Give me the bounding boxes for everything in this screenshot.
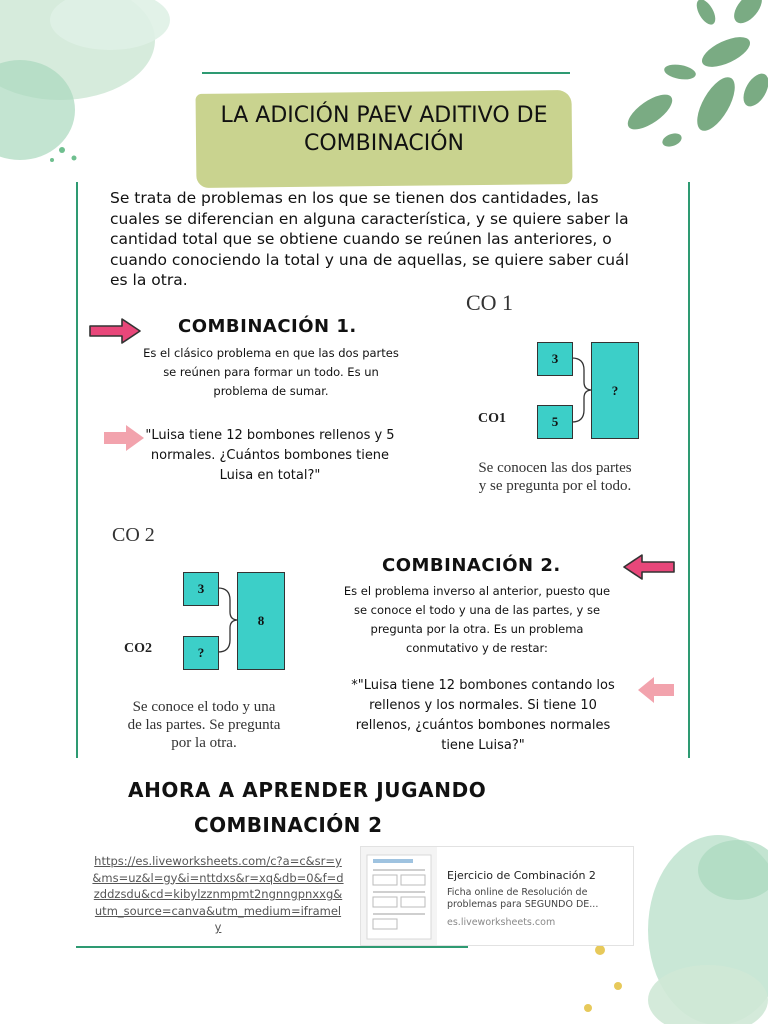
co2-caption-line2: de las partes. Se pregunta xyxy=(127,717,281,733)
page-title xyxy=(196,102,572,158)
co2-part-b-value: ? xyxy=(197,645,205,660)
co1-caption-line2: y se pregunta por el todo. xyxy=(478,478,632,494)
combo2-desc-line1: Es el problema inverso al anterior, puesto que xyxy=(343,584,611,598)
co2-part-a-box xyxy=(183,572,219,606)
arrow-right-icon xyxy=(88,316,142,346)
combo2-desc-line3: pregunta por la otra. Es un problema xyxy=(370,622,584,636)
worksheet-link[interactable]: https://es.liveworksheets.com/c?a=c&sr=y&ms=uz&l=gy&i=nttdxs&r=xq&db=0&f=dzddzsdu&cd=kibylzznmpmt2ngnngpnxxg&utm_source=canva&utm_medium=iframely xyxy=(92,854,344,934)
co2-part-a-value: 3 xyxy=(197,581,205,596)
combo2-desc-line4: conmutativo y de restar: xyxy=(406,641,548,655)
combo1-desc-line3: problema de sumar. xyxy=(213,384,329,398)
worksheet-preview-card[interactable] xyxy=(360,846,634,946)
combo2-quote-line4: tiene Luisa?" xyxy=(441,738,525,753)
combo2-desc-line2: se conoce el todo y una de las partes, y se xyxy=(353,603,601,617)
play-subheading: COMBINACIÓN 2 xyxy=(194,813,383,837)
co2-total-value: 8 xyxy=(257,613,265,628)
co1-total-value: ? xyxy=(611,382,619,398)
page-title-line2: COMBINACIÓN xyxy=(304,131,464,156)
frame-right-line xyxy=(688,182,690,758)
combo1-quote-line3: Luisa en total?" xyxy=(219,468,321,483)
co1-brace xyxy=(571,356,593,424)
co1-part-b-value: 5 xyxy=(551,414,559,429)
card-title: Ejercicio de Combinación 2 xyxy=(447,869,596,882)
combo1-quote-line1: "Luisa tiene 12 bombones rellenos y 5 xyxy=(145,428,395,443)
play-heading: AHORA A APRENDER JUGANDO xyxy=(128,778,487,802)
combo1-desc-line2: se reúnen para formar un todo. Es un xyxy=(163,365,379,379)
page-title-line1: LA ADICIÓN PAEV ADITIVO DE xyxy=(220,103,548,128)
watercolor-decoration-top-left xyxy=(0,0,200,180)
frame-bottom-line xyxy=(76,946,468,948)
intro-paragraph: Se trata de problemas en los que se tienen dos cantidades, las cuales se diferencian en alguna característica, y se quiere saber la cantidad total que se obtiene cuando se reúnen las anteriores, o cuando conociendo la total y una de aquellas, se quiere saber cuál es la otra. xyxy=(110,189,629,289)
combo1-heading: COMBINACIÓN 1. xyxy=(178,316,357,337)
worksheet-thumbnail-image xyxy=(361,847,437,945)
co1-caption-line1: Se conocen las dos partes xyxy=(478,460,632,476)
co2-side-label: CO2 xyxy=(124,641,152,656)
co2-total-box xyxy=(237,572,285,670)
frame-left-line xyxy=(76,182,78,758)
co2-brace xyxy=(217,586,239,654)
co1-diagram-heading: CO 1 xyxy=(466,290,514,315)
combo2-heading: COMBINACIÓN 2. xyxy=(382,555,561,576)
combo2-quote-line3: rellenos, ¿cuántos bombones normales xyxy=(355,718,611,733)
co1-total-box xyxy=(591,342,639,439)
combo2-quote-line1: *"Luisa tiene 12 bombones contando los xyxy=(351,678,615,693)
worksheet-thumbnail xyxy=(361,847,437,945)
leaf-decoration-top-right xyxy=(600,0,768,160)
card-description: Ficha online de Resolución de problemas para SEGUNDO DE... xyxy=(447,887,599,910)
co2-caption-line1: Se conoce el todo y una xyxy=(132,699,276,715)
card-source: es.liveworksheets.com xyxy=(447,917,556,928)
co2-caption-line3: por la otra. xyxy=(171,735,237,751)
combo1-desc-line1: Es el clásico problema en que las dos partes xyxy=(143,346,399,360)
co1-part-a-box xyxy=(537,342,573,376)
combo1-quote-line2: normales. ¿Cuántos bombones tiene xyxy=(150,448,390,463)
combo2-quote-line2: rellenos y los normales. Si tiene 10 xyxy=(369,698,597,713)
co1-part-b-box xyxy=(537,405,573,439)
frame-top-line xyxy=(202,72,570,74)
arrow-left-icon xyxy=(636,675,676,705)
co2-part-b-box xyxy=(183,636,219,670)
co1-side-label: CO1 xyxy=(478,411,506,426)
co2-diagram-heading: CO 2 xyxy=(112,524,155,546)
arrow-left-icon xyxy=(622,552,676,582)
co1-part-a-value: 3 xyxy=(551,351,559,366)
